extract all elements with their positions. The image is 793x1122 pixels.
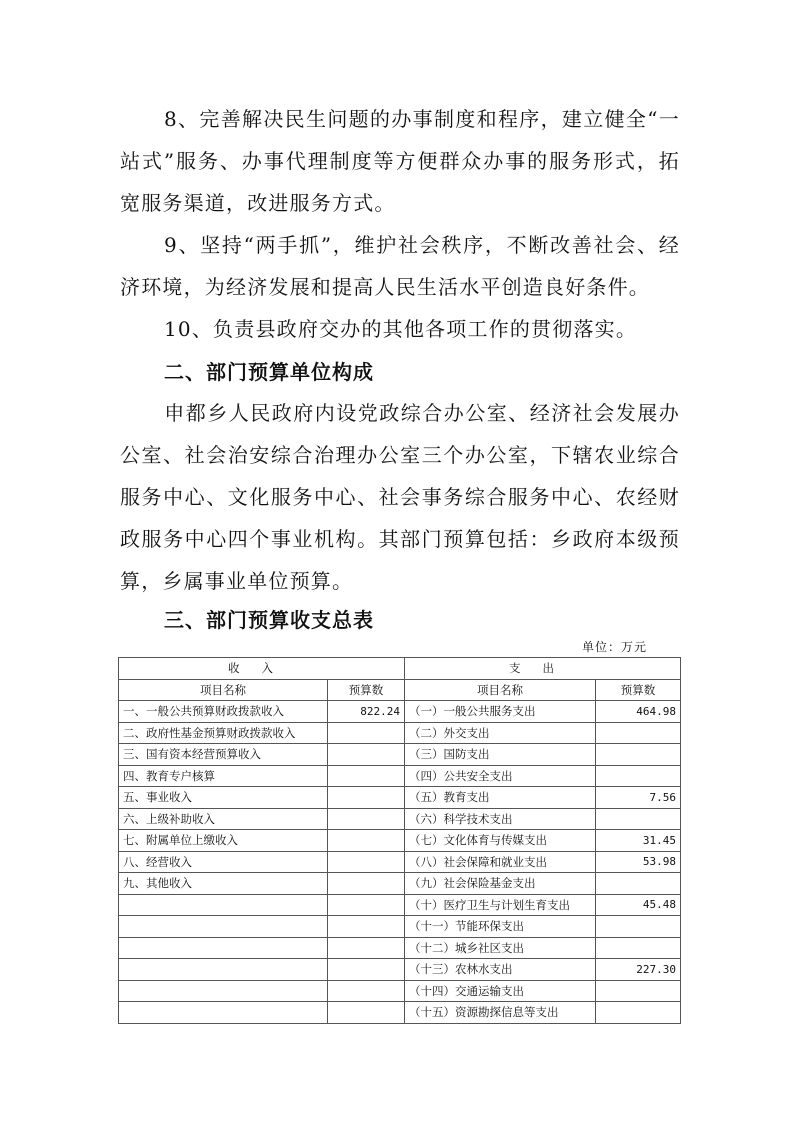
expense-name-header: 项目名称: [405, 679, 596, 701]
expense-amount-cell: [596, 873, 681, 895]
income-amount-cell: [328, 959, 405, 981]
table-row: [119, 894, 681, 916]
income-name-cell: 四、教育专户核算: [119, 765, 328, 787]
expense-amount-cell: [596, 744, 681, 766]
expense-amount-header: 预算数: [596, 679, 681, 701]
unit-label: 单位：万元: [581, 640, 647, 654]
expense-amount-cell: 464.98: [596, 701, 681, 723]
income-name-cell: 六、上级补助收入: [119, 808, 328, 830]
expense-amount-cell: [596, 937, 681, 959]
income-amount-header: 预算数: [328, 679, 405, 701]
section-heading-budget-summary: 三、部门预算收支总表: [164, 608, 374, 632]
table-row: [119, 916, 681, 938]
expense-name-cell: （四）公共安全支出: [405, 765, 596, 787]
expense-amount-cell: 7.56: [596, 787, 681, 809]
income-amount-cell: [328, 937, 405, 959]
expense-name-cell: （十五）资源勘探信息等支出: [405, 1002, 596, 1024]
expense-amount-cell: [596, 916, 681, 938]
income-amount-cell: [328, 787, 405, 809]
table-row: [119, 787, 681, 809]
expense-amount-cell: [596, 980, 681, 1002]
income-amount-cell: [328, 894, 405, 916]
expense-group-header: 支出: [405, 658, 681, 680]
paragraph-item-10: [120, 308, 680, 350]
expense-amount-cell: [596, 1002, 681, 1024]
expense-amount-cell: 227.30: [596, 959, 681, 981]
expense-name-cell: （十）医疗卫生与计划生育支出: [405, 894, 596, 916]
table-row: [119, 744, 681, 766]
income-amount-cell: 822.24: [328, 701, 405, 723]
income-name-cell: [119, 959, 328, 981]
income-name-cell: [119, 894, 328, 916]
income-name-cell: [119, 1002, 328, 1024]
paragraph-text: 10、负责县政府交办的其他各项工作的贯彻落实。: [164, 317, 638, 341]
expense-name-cell: （七）文化体育与传媒支出: [405, 830, 596, 852]
section-heading-unit-composition: 二、部门预算单位构成: [164, 360, 374, 384]
expense-amount-cell: 45.48: [596, 894, 681, 916]
income-amount-cell: [328, 830, 405, 852]
expense-name-cell: （十四）交通运输支出: [405, 980, 596, 1002]
expense-amount-cell: [596, 765, 681, 787]
expense-amount-cell: [596, 722, 681, 744]
table-row: [119, 873, 681, 895]
table-row: [119, 808, 681, 830]
income-amount-cell: [328, 851, 405, 873]
income-name-cell: 八、经营收入: [119, 851, 328, 873]
table-row: [119, 959, 681, 981]
income-name-cell: [119, 980, 328, 1002]
expense-name-cell: （二）外交支出: [405, 722, 596, 744]
expense-name-cell: （三）国防支出: [405, 744, 596, 766]
income-name-cell: 七、附属单位上缴收入: [119, 830, 328, 852]
paragraph-text: 9、坚持“两手抓”，维护社会秩序，不断改善社会、经济环境，为经济发展和提高人民生活水平创造良好条件。: [120, 233, 680, 299]
paragraph-item-9: [120, 224, 680, 308]
table-row: [119, 830, 681, 852]
expense-name-cell: （十一）节能环保支出: [405, 916, 596, 938]
income-amount-cell: [328, 873, 405, 895]
expense-amount-cell: 53.98: [596, 851, 681, 873]
expense-name-cell: （五）教育支出: [405, 787, 596, 809]
income-amount-cell: [328, 808, 405, 830]
income-name-cell: 一、一般公共预算财政拨款收入: [119, 701, 328, 723]
income-name-cell: 九、其他收入: [119, 873, 328, 895]
income-amount-cell: [328, 722, 405, 744]
income-name-cell: [119, 916, 328, 938]
income-name-cell: 三、国有资本经营预算收入: [119, 744, 328, 766]
income-group-header: 收入: [119, 658, 405, 680]
table-column-header-row: [119, 679, 681, 701]
table-row: [119, 701, 681, 723]
expense-name-cell: （六）科学技术支出: [405, 808, 596, 830]
income-amount-cell: [328, 916, 405, 938]
table-row: [119, 722, 681, 744]
budget-summary-table: [118, 657, 681, 1024]
paragraph-text: 8、完善解决民生问题的办事制度和程序，建立健全“一站式”服务、办事代理制度等方便群众办事的服务形式，拓宽服务渠道，改进服务方式。: [120, 107, 680, 215]
expense-amount-cell: 31.45: [596, 830, 681, 852]
expense-name-cell: （九）社会保险基金支出: [405, 873, 596, 895]
paragraph-item-8: [120, 98, 680, 224]
income-name-cell: 五、事业收入: [119, 787, 328, 809]
expense-name-cell: （十二）城乡社区支出: [405, 937, 596, 959]
expense-name-cell: （一）一般公共服务支出: [405, 701, 596, 723]
table-row: [119, 765, 681, 787]
table-row: [119, 980, 681, 1002]
paragraph-text: 申都乡人民政府内设党政综合办公室、经济社会发展办公室、社会治安综合治理办公室三个办公室，下辖农业综合服务中心、文化服务中心、社会事务综合服务中心、农经财政服务中心四个事业机构。其部门预算包括：乡政府本级预算，乡属事业单位预算。: [120, 401, 680, 593]
income-amount-cell: [328, 1002, 405, 1024]
table-group-header-row: [119, 658, 681, 680]
income-amount-cell: [328, 744, 405, 766]
expense-amount-cell: [596, 808, 681, 830]
income-name-header: 项目名称: [119, 679, 328, 701]
table-row: [119, 1002, 681, 1024]
table-row: [119, 937, 681, 959]
income-amount-cell: [328, 980, 405, 1002]
income-name-cell: 二、政府性基金预算财政拨款收入: [119, 722, 328, 744]
unit-composition-paragraph: [120, 392, 680, 602]
income-name-cell: [119, 937, 328, 959]
expense-name-cell: （十三）农林水支出: [405, 959, 596, 981]
expense-name-cell: （八）社会保障和就业支出: [405, 851, 596, 873]
table-row: [119, 851, 681, 873]
income-amount-cell: [328, 765, 405, 787]
